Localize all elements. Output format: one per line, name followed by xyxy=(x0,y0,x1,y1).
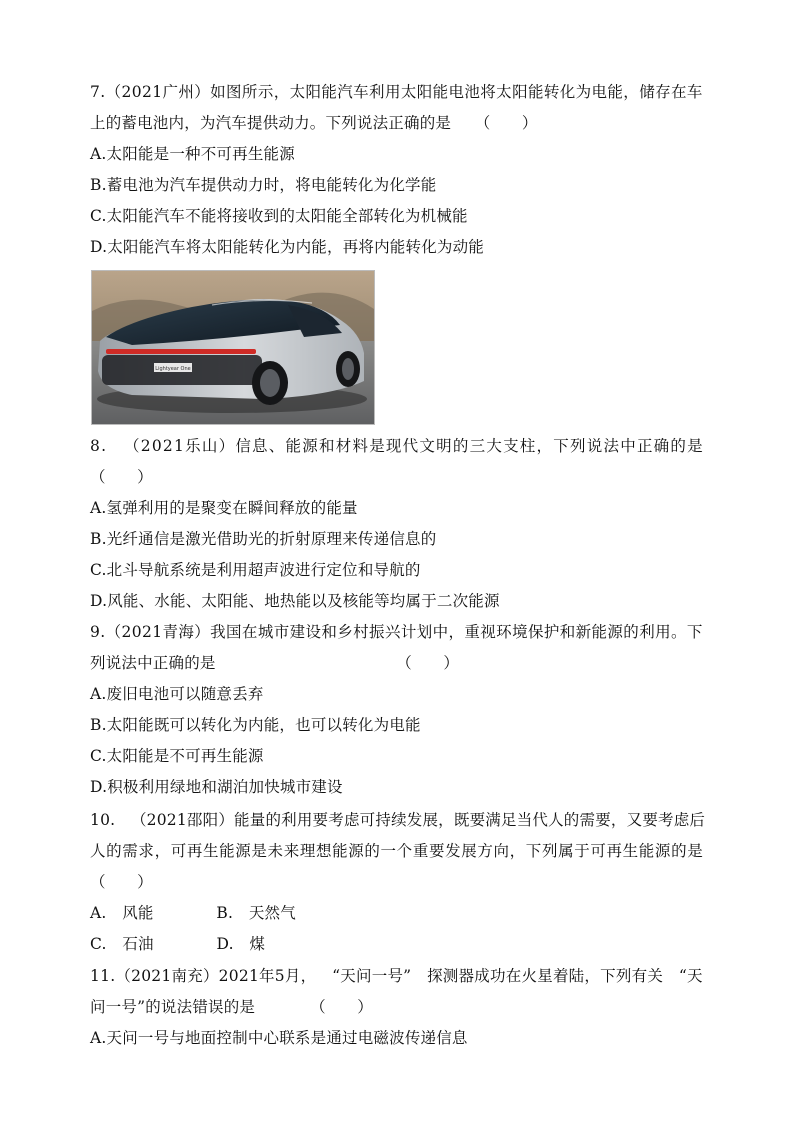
glyph: 能 xyxy=(332,842,348,860)
glyph: 阳 xyxy=(416,83,433,101)
glyph: 的 xyxy=(563,811,580,829)
glyph: 能 xyxy=(432,83,449,101)
glyph: 大 xyxy=(486,437,503,455)
glyph: ） xyxy=(202,967,219,985)
glyph: 可 xyxy=(359,811,376,829)
glyph: 能 xyxy=(591,623,608,641)
glyph: 城 xyxy=(257,623,274,641)
q9-option-c: C.太阳能是不可再生能源 xyxy=(90,747,264,765)
glyph: 0 xyxy=(141,967,152,985)
glyph: 中 xyxy=(432,623,449,641)
glyph: 阳 xyxy=(512,83,528,101)
glyph: 火 xyxy=(521,967,538,985)
glyph: 要 xyxy=(469,811,486,829)
glyph: 5 xyxy=(274,967,285,985)
glyph: 1 xyxy=(90,967,101,985)
glyph: 材 xyxy=(335,437,352,455)
glyph: 陆 xyxy=(568,967,585,985)
glyph: 问 xyxy=(355,967,372,985)
glyph: 1 xyxy=(152,623,163,641)
glyph: 代 xyxy=(402,437,419,455)
glyph: 成 xyxy=(474,967,490,985)
glyph: 充 xyxy=(187,967,203,985)
q8-stem-line-1 xyxy=(90,436,703,456)
glyph: 又 xyxy=(626,811,643,829)
glyph: 海 xyxy=(178,623,195,641)
glyph: （ xyxy=(124,437,140,455)
glyph xyxy=(411,966,427,986)
glyph: 方 xyxy=(477,842,494,860)
glyph: 探 xyxy=(427,967,443,985)
glyph: 1 xyxy=(176,811,187,829)
glyph: 和 xyxy=(321,623,338,641)
glyph: “ xyxy=(678,967,687,985)
glyph: 阳 xyxy=(305,83,322,101)
glyph: 境 xyxy=(512,623,528,641)
glyph: 源 xyxy=(235,842,251,860)
glyph: 2 xyxy=(141,623,153,641)
glyph: 太 xyxy=(400,83,417,101)
glyph: 关 xyxy=(647,967,664,985)
glyph: 的 xyxy=(106,842,122,860)
glyph: ） xyxy=(194,623,210,641)
glyph: 既 xyxy=(453,811,470,829)
glyph: 太 xyxy=(289,83,306,101)
glyph: 号 xyxy=(387,967,404,985)
glyph: 我 xyxy=(210,623,226,641)
glyph: 能 xyxy=(527,83,544,101)
glyph: 用 xyxy=(655,623,671,641)
glyph: 人 xyxy=(548,811,564,829)
q9-option-a: A.废旧电池可以随意丢弃 xyxy=(90,685,264,703)
q11-stem-line-2: 问一号”的说法错误的是 （ ） xyxy=(90,998,373,1016)
glyph: 一 xyxy=(371,967,388,985)
q8-stem-line-2: （ ） xyxy=(90,468,153,486)
glyph: 划 xyxy=(416,623,433,641)
glyph: 将 xyxy=(480,83,496,101)
glyph: 1 xyxy=(100,967,111,985)
glyph: 器 xyxy=(458,967,475,985)
glyph: 一 xyxy=(380,842,397,860)
q10-option-cd: C. 石油 D. 煤 xyxy=(90,935,266,953)
glyph: 的 xyxy=(623,623,639,641)
glyph: 2 xyxy=(140,437,151,455)
glyph: 下 xyxy=(525,842,542,860)
glyph: 重 xyxy=(412,842,429,860)
glyph: 源 xyxy=(607,623,624,641)
glyph: 化 xyxy=(559,83,576,101)
solar-car-illustration xyxy=(92,271,374,424)
q9-option-d: D.积极利用绿地和湖泊加快城市建设 xyxy=(90,778,343,796)
glyph: 2 xyxy=(121,83,132,101)
glyph: 邵 xyxy=(186,811,203,829)
glyph: 下 xyxy=(553,437,569,455)
glyph: 中 xyxy=(620,437,636,455)
glyph: 息 xyxy=(252,437,268,455)
glyph: ） xyxy=(194,83,210,101)
glyph: 下 xyxy=(686,623,703,641)
q9-stem-line-2: 列说法中正确的是 （ ） xyxy=(90,654,460,672)
glyph: 属 xyxy=(558,842,574,860)
q10-option-ab: A. 风能 B. 天然气 xyxy=(90,904,296,922)
q8-option-a: A.氢弹利用的是聚变在瞬间释放的能量 xyxy=(90,499,358,517)
glyph: 能 xyxy=(219,842,235,860)
glyph: 未 xyxy=(267,842,284,860)
glyph: . xyxy=(100,623,106,641)
glyph: 展 xyxy=(461,842,477,860)
glyph: 用 xyxy=(384,83,401,101)
glyph: 山 xyxy=(201,437,218,455)
q7-stem-line-1 xyxy=(90,82,703,102)
glyph: 在 xyxy=(505,967,522,985)
glyph: 来 xyxy=(283,842,300,860)
glyph: 、 xyxy=(268,437,285,455)
glyph: . xyxy=(100,83,106,101)
glyph: 利 xyxy=(369,83,385,101)
glyph: 。 xyxy=(670,623,687,641)
glyph: ， xyxy=(273,83,290,101)
glyph: 兴 xyxy=(384,623,401,641)
glyph: 0 xyxy=(131,623,142,641)
glyph: 车 xyxy=(353,83,369,101)
glyph: 是 xyxy=(369,437,385,455)
glyph: 列 xyxy=(541,842,558,860)
q10-stem-line-2 xyxy=(90,841,703,861)
glyph: 年 xyxy=(259,967,275,985)
glyph: 2 xyxy=(131,967,142,985)
glyph: . xyxy=(101,437,107,455)
glyph: 源 xyxy=(654,842,671,860)
glyph: 列 xyxy=(615,967,632,985)
glyph: 正 xyxy=(636,437,653,455)
glyph: ， xyxy=(438,811,454,829)
glyph: 0 xyxy=(151,437,162,455)
glyph: 1 xyxy=(248,967,260,985)
glyph: 当 xyxy=(516,811,533,829)
glyph: 源 xyxy=(302,437,318,455)
glyph: 和 xyxy=(559,623,576,641)
glyph: 下 xyxy=(600,967,616,985)
glyph: 1 xyxy=(152,83,163,101)
glyph xyxy=(316,966,332,986)
glyph: 重 xyxy=(464,623,481,641)
glyph: 太 xyxy=(496,83,512,101)
glyph: 月 xyxy=(284,967,301,985)
glyph: ， xyxy=(610,811,627,829)
glyph: 的 xyxy=(364,842,381,860)
glyph: 2 xyxy=(146,811,157,829)
glyph: 个 xyxy=(396,842,413,860)
glyph: 如 xyxy=(210,83,226,101)
glyph: 求 xyxy=(138,842,155,860)
glyph: 的 xyxy=(265,811,282,829)
glyph: 需 xyxy=(579,811,596,829)
glyph: 乡 xyxy=(337,623,353,641)
glyph: 是 xyxy=(687,437,703,455)
glyph: 南 xyxy=(171,967,188,985)
q9-option-b: B.太阳能既可以转化为内能，也可以转化为电能 xyxy=(90,716,421,734)
glyph: 1 xyxy=(174,437,185,455)
glyph: 源 xyxy=(348,842,364,860)
glyph: 青 xyxy=(162,623,179,641)
glyph: 2 xyxy=(218,967,229,985)
glyph: 要 xyxy=(312,811,329,829)
glyph: 转 xyxy=(543,83,560,101)
glyph: 护 xyxy=(543,623,560,641)
glyph: 生 xyxy=(202,842,219,860)
glyph: （ xyxy=(105,623,122,641)
glyph: 考 xyxy=(328,811,344,829)
glyph: 电 xyxy=(591,83,608,101)
glyph: 2 xyxy=(238,967,249,985)
glyph: 汽 xyxy=(337,83,353,101)
glyph: ， xyxy=(584,967,601,985)
glyph: 0 xyxy=(228,967,239,985)
q7-option-c: C.太阳能汽车不能将接收到的太阳能全部转化为机械能 xyxy=(90,207,468,225)
glyph: 持 xyxy=(375,811,392,829)
q11-option-a: A.天问一号与地面控制中心联系是通过电磁波传递信息 xyxy=(90,1029,468,1047)
glyph: 功 xyxy=(490,967,506,985)
glyph: 阳 xyxy=(202,811,219,829)
glyph: 广 xyxy=(162,83,179,101)
glyph: 是 xyxy=(687,842,703,860)
glyph: 想 xyxy=(315,842,332,860)
glyph: 着 xyxy=(552,967,569,985)
glyph: 的 xyxy=(452,437,469,455)
glyph: 计 xyxy=(400,623,417,641)
glyph: （ xyxy=(130,811,147,829)
glyph: 天 xyxy=(340,967,356,985)
glyph: 星 xyxy=(537,967,553,985)
solar-car-photo xyxy=(91,270,375,425)
glyph: 料 xyxy=(352,437,369,455)
glyph: 村 xyxy=(353,623,369,641)
glyph: 满 xyxy=(485,811,501,829)
glyph: 现 xyxy=(385,437,402,455)
rear-hub xyxy=(260,369,280,397)
glyph: ） xyxy=(218,437,235,455)
glyph: . xyxy=(110,811,116,829)
glyph: 图 xyxy=(226,83,242,101)
glyph: 2 xyxy=(166,811,177,829)
glyph: 1 xyxy=(90,811,101,829)
glyph: 人 xyxy=(90,842,106,860)
glyph: 车 xyxy=(686,83,703,101)
glyph: 设 xyxy=(305,623,322,641)
glyph: 能 xyxy=(285,437,302,455)
tail-light-bar xyxy=(106,349,256,354)
glyph: 展 xyxy=(422,811,439,829)
glyph: 要 xyxy=(642,811,659,829)
glyph: （ xyxy=(115,967,132,985)
q8-option-b: B.光纤通信是激光借助光的折射原理来传递信息的 xyxy=(90,530,437,548)
glyph: 测 xyxy=(442,967,459,985)
glyph: 是 xyxy=(251,842,268,860)
glyph: 和 xyxy=(318,437,335,455)
glyph xyxy=(115,810,131,830)
glyph: 0 xyxy=(156,811,167,829)
glyph: 用 xyxy=(296,811,313,829)
glyph: 9 xyxy=(90,623,101,641)
glyph: ， xyxy=(536,437,553,455)
glyph xyxy=(107,436,123,456)
glyph: ， xyxy=(154,842,171,860)
glyph: 国 xyxy=(226,623,242,641)
glyph: 生 xyxy=(622,842,639,860)
glyph: 2 xyxy=(151,967,162,985)
q8-option-c: C.北斗导航系统是利用超声波进行定位和导航的 xyxy=(90,561,421,579)
glyph: （ xyxy=(105,83,122,101)
glyph: 柱 xyxy=(519,437,536,455)
glyph: 足 xyxy=(500,811,517,829)
glyph: 在 xyxy=(670,83,687,101)
glyph: 2 xyxy=(141,83,153,101)
glyph: 考 xyxy=(658,811,674,829)
glyph: 环 xyxy=(496,623,512,641)
glyph: 能 xyxy=(234,811,250,829)
glyph: 有 xyxy=(631,967,648,985)
glyph: 发 xyxy=(445,842,461,860)
plate-text: Lightyear One xyxy=(155,366,191,372)
glyph: 示 xyxy=(257,83,274,101)
glyph: “ xyxy=(332,967,341,985)
glyph: ， xyxy=(300,967,317,985)
glyph: 需 xyxy=(122,842,138,860)
glyph: 2 xyxy=(162,437,173,455)
glyph: 0 xyxy=(100,811,111,829)
glyph: 能 xyxy=(607,83,624,101)
glyph: 视 xyxy=(480,623,496,641)
glyph: 向 xyxy=(493,842,510,860)
q7-option-b: B.蓄电池为汽车提供动力时，将电能转化为化学能 xyxy=(90,176,437,194)
glyph: 法 xyxy=(603,437,620,455)
glyph: 文 xyxy=(419,437,436,455)
glyph: 量 xyxy=(249,811,266,829)
glyph: 池 xyxy=(464,83,481,101)
glyph: 保 xyxy=(527,623,544,641)
glyph: 再 xyxy=(186,842,203,860)
glyph: 储 xyxy=(639,83,655,101)
glyph: 乐 xyxy=(185,437,201,455)
glyph: 所 xyxy=(241,83,258,101)
glyph: 可 xyxy=(170,842,187,860)
front-hub xyxy=(342,358,354,380)
glyph: 振 xyxy=(369,623,385,641)
glyph: 说 xyxy=(586,437,603,455)
glyph: 建 xyxy=(289,623,306,641)
glyph: 要 xyxy=(428,842,445,860)
glyph: 为 xyxy=(575,83,592,101)
glyph: 确 xyxy=(653,437,670,455)
q8-option-d: D.风能、水能、太阳能、地热能以及核能等均属于二次能源 xyxy=(90,592,500,610)
glyph: 7 xyxy=(90,83,101,101)
glyph: 的 xyxy=(671,842,687,860)
q7-option-a: A.太阳能是一种不可再生能源 xyxy=(90,145,295,163)
glyph: 再 xyxy=(606,842,623,860)
glyph: 代 xyxy=(532,811,549,829)
glyph: ） xyxy=(218,811,235,829)
glyph: 可 xyxy=(590,842,607,860)
glyph: 在 xyxy=(241,623,258,641)
glyph: 续 xyxy=(391,811,407,829)
glyph: 0 xyxy=(131,83,142,101)
glyph: 要 xyxy=(595,811,611,829)
q7-stem-line-2: 上的蓄电池内，为汽车提供动力。下列说法正确的是 （ ） xyxy=(90,114,538,132)
glyph: ” xyxy=(403,967,412,985)
glyph: 1 xyxy=(161,967,172,985)
glyph: 8 xyxy=(90,437,101,455)
glyph: 利 xyxy=(639,623,655,641)
glyph: 存 xyxy=(655,83,671,101)
glyph: ， xyxy=(623,83,639,101)
glyph: 支 xyxy=(503,437,519,455)
q10-stem-line-3: （ ） xyxy=(90,873,153,891)
glyph: 虑 xyxy=(343,811,360,829)
glyph: 2 xyxy=(121,623,132,641)
glyph: 明 xyxy=(436,437,452,455)
q11-stem-line-1 xyxy=(90,966,703,986)
glyph: 利 xyxy=(281,811,297,829)
glyph: 新 xyxy=(575,623,592,641)
glyph: 后 xyxy=(689,811,706,829)
q7-option-d: D.太阳能汽车将太阳能转化为内能，再将内能转化为动能 xyxy=(90,238,485,256)
glyph: 州 xyxy=(178,83,195,101)
glyph: 理 xyxy=(299,842,316,860)
glyph: 列 xyxy=(570,437,586,455)
glyph: 能 xyxy=(638,842,655,860)
q9-stem-line-1 xyxy=(90,622,703,642)
glyph: 市 xyxy=(273,623,290,641)
glyph: ， xyxy=(448,623,465,641)
glyph: 虑 xyxy=(673,811,690,829)
glyph: 电 xyxy=(448,83,465,101)
glyph: . xyxy=(110,967,116,985)
glyph xyxy=(663,966,679,986)
glyph: 于 xyxy=(574,842,590,860)
glyph: 发 xyxy=(406,811,423,829)
glyph: 三 xyxy=(469,437,486,455)
glyph: 能 xyxy=(321,83,338,101)
q10-stem-line-1 xyxy=(90,810,706,830)
glyph: ， xyxy=(509,842,526,860)
glyph: 天 xyxy=(686,967,703,985)
glyph: 的 xyxy=(670,437,687,455)
glyph: 信 xyxy=(235,437,252,455)
